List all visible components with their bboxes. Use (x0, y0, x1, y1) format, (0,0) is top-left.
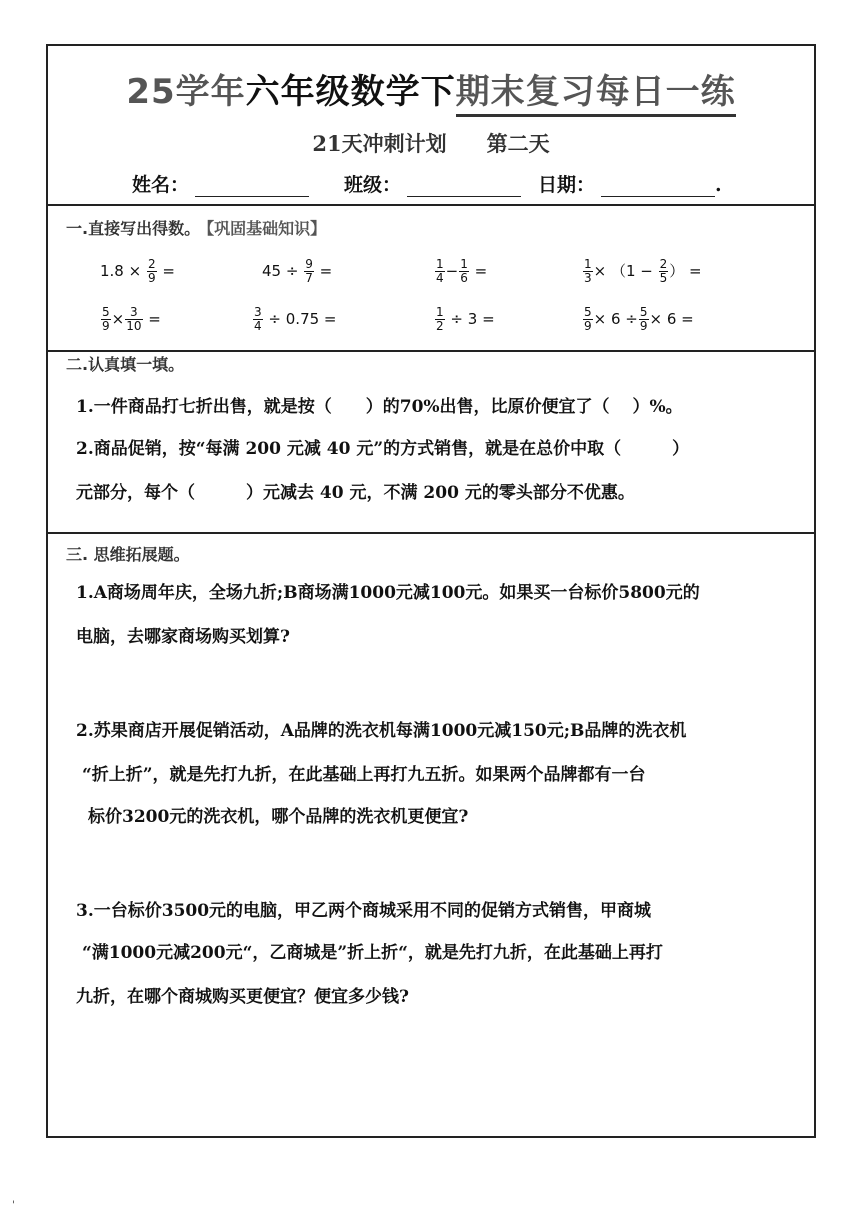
date-end: . (715, 174, 722, 196)
calc-r2-c4: $\frac{5}{9}$ × 6 ÷ $\frac{5}{9}$ × 6 = (584, 305, 694, 333)
name-field (132, 170, 309, 197)
class-blank[interactable] (407, 178, 521, 197)
calc-r2-c1: $\frac{5}{9}$ × $\frac{3}{10}$ = (102, 305, 161, 333)
title-review: 期末复习每日一练 (456, 72, 736, 117)
section3-q2-line3: 标价3200元的洗衣机，哪个品牌的洗衣机更便宜? (88, 807, 469, 827)
date-blank[interactable] (601, 178, 715, 197)
fraction: $\frac{5}{9}$ (639, 305, 648, 333)
section3-q3-line1: 3.一台标价3500元的电脑，甲乙两个商城采用不同的促销方式销售，甲商城 (76, 901, 652, 921)
calc-r1-c4: $\frac{1}{3}$ × （1 − $\frac{2}{5}$ ） = (584, 257, 702, 285)
divider-section2 (48, 532, 814, 534)
fraction: $\frac{1}{6}$ (460, 257, 468, 285)
page-title (48, 64, 814, 113)
fraction: $\frac{3}{10}$ (126, 305, 142, 333)
class-field (344, 170, 521, 197)
divider-header (48, 204, 814, 206)
fraction: $\frac{2}{9}$ (147, 257, 156, 285)
calc-r1-c1: 1.8 × $\frac{2}{9}$ = (100, 257, 175, 285)
title-year: 25学年 (126, 72, 246, 112)
section3-q2-line1: 2.苏果商店开展促销活动，A品牌的洗衣机每满1000元减150元;B品牌的洗衣机 (76, 721, 687, 741)
calc-r2-c3: $\frac{1}{2}$ ÷ 3 = (436, 305, 495, 333)
date-label: 日期： (538, 174, 596, 196)
fraction: $\frac{9}{7}$ (305, 257, 313, 285)
section3-q1-line2: 电脑，去哪家商场购买划算? (76, 627, 290, 647)
worksheet (46, 44, 816, 1138)
section3-q3-line3: 九折，在哪个商城购买更便宜？便宜多少钱? (76, 987, 409, 1007)
section3-q1-line1: 1.A商场周年庆，全场九折;B商场满1000元减100元。如果买一台标价5800元的 (76, 583, 700, 603)
section1-tag: 【巩固基础知识】 (206, 219, 327, 238)
fraction: $\frac{5}{9}$ (102, 305, 110, 333)
calc-r1-c3: $\frac{1}{4}$ − $\frac{1}{6}$ = (436, 257, 488, 285)
calc-r1-c2: 45 ÷ $\frac{9}{7}$ = (262, 257, 333, 285)
name-blank[interactable] (195, 178, 309, 197)
fraction: $\frac{1}{2}$ (436, 305, 444, 333)
section3-q3-line2: “满1000元减200元“，乙商城是”折上折“，就是先打九折，在此基础上再打 (82, 943, 663, 963)
section2-q1: 1.一件商品打七折出售，就是按（ ）的70%出售，比原价便宜了（ ）%。 (76, 397, 683, 417)
section2-heading: 二.认真填一填。 (66, 355, 185, 374)
title-grade: 六年级数学下 (245, 72, 456, 112)
section3-q2-line2: “折上折”，就是先打九折，在此基础上再打九五折。如果两个品牌都有一台 (82, 765, 646, 785)
date-field (538, 170, 722, 197)
page-mark: ' (12, 1200, 15, 1211)
section1-title: 一.直接写出得数。 (66, 219, 201, 238)
calc-r2-c2: $\frac{3}{4}$ ÷ 0.75 = (254, 305, 337, 333)
class-label: 班级： (344, 174, 402, 196)
fraction: $\frac{3}{4}$ (254, 305, 262, 333)
name-label: 姓名： (132, 174, 190, 196)
fraction: $\frac{1}{3}$ (584, 257, 592, 285)
fraction: $\frac{5}{9}$ (584, 305, 592, 333)
subtitle (48, 128, 814, 158)
section2-q2-line2: 元部分，每个（ ）元减去 40 元，不满 200 元的零头部分不优惠。 (76, 483, 635, 503)
day-label: 第二天 (486, 131, 550, 156)
section3-heading: 三. 思维拓展题。 (66, 545, 190, 564)
fraction: $\frac{1}{4}$ (436, 257, 444, 285)
plan-label: 21天冲刺计划 (312, 131, 447, 156)
fraction: $\frac{2}{5}$ (659, 257, 668, 285)
section1-heading (66, 216, 326, 239)
section2-q2-line1: 2.商品促销，按“每满 200 元减 40 元”的方式销售，就是在总价中取（ ） (76, 439, 690, 459)
